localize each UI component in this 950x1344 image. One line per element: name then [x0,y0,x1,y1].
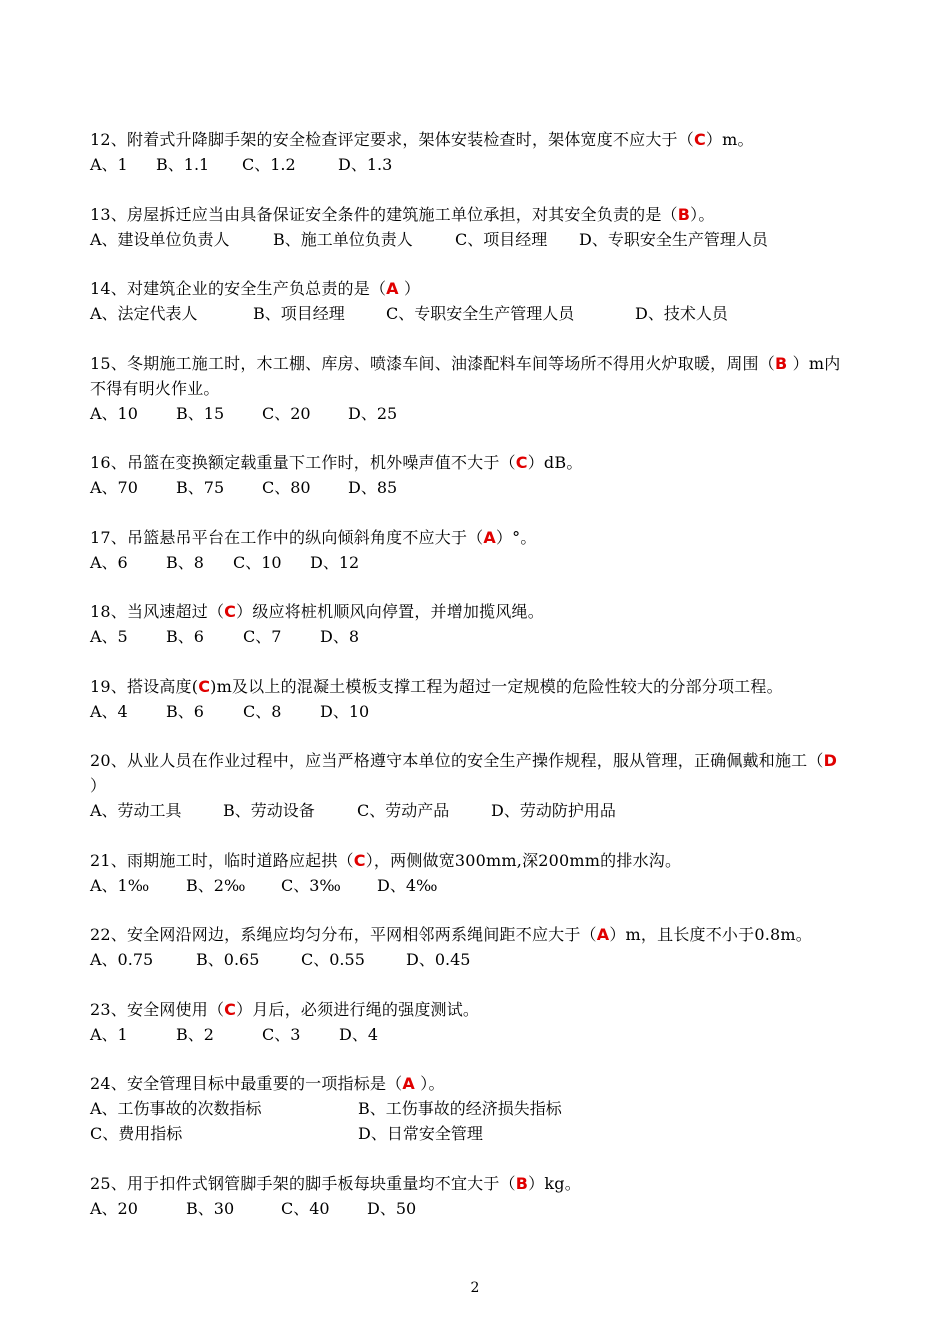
options-row [90,401,850,426]
question-text: 22、安全网沿网边，系绳应均匀分布，平网相邻两系绳间距不应大于（A）m，且长度不小于0.8m。 [90,925,812,944]
question-24 [90,1071,850,1146]
options-row [90,798,850,823]
options-row [90,699,850,724]
option-b: B、2‰ [186,875,246,895]
answer-mark: B [515,1173,529,1193]
option-d: D、10 [320,701,370,721]
options-row [90,301,850,326]
options-row [90,873,850,898]
answer-mark: A [483,527,496,547]
question-text: 13、房屋拆迁应当由具备保证安全条件的建筑施工单位承担，对其安全负责的是（B）。 [90,204,715,224]
question-18 [90,599,850,649]
options-row [90,227,850,252]
option-d: D、专职安全生产管理人员 [579,229,768,249]
option-b: B、项目经理 [253,304,345,323]
option-b: B、施工单位负责人 [273,229,413,249]
option-b: B、15 [176,403,225,423]
question-text: 21、雨期施工时，临时道路应起拱（C），两侧做宽300mm,深200mm的排水沟。 [90,850,682,870]
option-d: D、50 [367,1198,417,1218]
option-a: A、工伤事故的次数指标 [90,1099,262,1118]
option-c: C、7 [243,627,282,646]
option-a: A、10 [90,403,138,423]
answer-mark: C [198,676,211,696]
option-b: B、6 [166,627,204,646]
option-c: C、20 [262,403,311,423]
option-a: A、劳动工具 [90,801,182,820]
option-d: D、85 [348,478,398,497]
option-a: A、0.75 [90,950,154,969]
option-d: D、25 [348,403,398,423]
option-a: A、20 [90,1198,138,1218]
option-b: B、2 [176,1024,214,1044]
question-21 [90,848,850,898]
option-a: A、1‰ [90,875,150,895]
question-text: 18、当风速超过（C）级应将桩机顺风向停置，并增加揽风绳。 [90,602,544,621]
question-20 [90,748,850,823]
answer-mark: C [693,130,706,149]
options-row [90,475,850,500]
question-14 [90,276,850,326]
options-row [90,947,850,972]
question-text: 24、安全管理目标中最重要的一项指标是（A ）。 [90,1074,445,1093]
answer-mark: C [224,999,237,1019]
option-a: A、1 [90,1024,128,1044]
answer-mark: B [677,204,691,224]
question-text: 19、搭设高度(C)m及以上的混凝土模板支撑工程为超过一定规模的危险性较大的分部分项工程。 [90,676,783,696]
answer-mark: C [515,453,528,472]
question-16 [90,450,850,500]
option-d: D、4‰ [377,875,438,895]
option-d: D、技术人员 [635,304,728,323]
option-c: C、1.2 [242,155,296,174]
option-c: C、劳动产品 [357,801,450,820]
options-row [90,1022,850,1047]
question-15 [90,351,850,426]
answer-mark: C [224,602,237,621]
answer-mark: C [353,850,366,870]
answer-mark: D [823,751,838,770]
option-c: C、80 [262,478,311,497]
answer-mark: A [402,1074,415,1093]
option-b: B、1.1 [156,155,210,174]
option-c: C、项目经理 [455,229,548,249]
option-b: B、75 [176,478,225,497]
option-b: B、8 [166,552,204,572]
option-c: C、0.55 [301,950,365,969]
option-b: B、6 [166,701,204,721]
option-d: D、日常安全管理 [358,1124,483,1143]
option-b: B、劳动设备 [223,801,315,820]
option-a: A、70 [90,478,138,497]
question-text: 17、吊篮悬吊平台在工作中的纵向倾斜角度不应大于（A）°。 [90,527,537,547]
option-c: C、费用指标 [90,1124,183,1143]
options-row [90,624,850,649]
question-text: 16、吊篮在变换额定载重量下工作时，机外噪声值不大于（C）dB。 [90,453,583,472]
question-17 [90,525,850,575]
question-13 [90,202,850,252]
option-c: C、40 [281,1198,330,1218]
page-number: 2 [470,1280,480,1296]
option-c: C、专职安全生产管理人员 [386,304,575,323]
option-a: A、建设单位负责人 [90,229,230,249]
options-row [90,1196,850,1221]
option-c: C、10 [233,552,282,572]
option-a: A、法定代表人 [90,304,198,323]
options-row [90,152,850,177]
question-text: 20、从业人员在作业过程中，应当严格遵守本单位的安全生产操作规程，服从管理，正确佩戴和施工（D ） [90,751,843,795]
question-19 [90,674,850,724]
options-grid [90,1096,850,1146]
question-22 [90,922,850,972]
option-d: D、12 [310,552,360,572]
option-d: D、0.45 [406,950,471,969]
option-c: C、3‰ [281,875,341,895]
answer-mark: A [386,279,399,298]
options-row [90,550,850,575]
option-a: A、6 [90,552,128,572]
option-d: D、8 [320,627,360,646]
question-23 [90,997,850,1047]
question-25 [90,1171,850,1221]
option-d: D、1.3 [338,155,393,174]
option-b: B、0.65 [196,950,260,969]
option-c: C、8 [243,701,282,721]
answer-mark: B [774,353,788,373]
question-text: 23、安全网使用（C）月后，必须进行绳的强度测试。 [90,999,480,1019]
option-d: D、4 [339,1024,379,1044]
question-12 [90,127,850,177]
answer-mark: A [596,925,610,944]
question-text: 14、对建筑企业的安全生产负总责的是（A ） [90,279,421,298]
option-a: A、5 [90,627,128,646]
option-b: B、30 [186,1198,235,1218]
question-text: 25、用于扣件式钢管脚手架的脚手板每块重量均不宜大于（B）kg。 [90,1173,581,1193]
option-a: A、1 [90,155,128,174]
question-text: 12、附着式升降脚手架的安全检查评定要求，架体安装检查时，架体宽度不应大于（C）m。 [90,130,754,149]
option-c: C、3 [262,1024,301,1044]
option-a: A、4 [90,701,128,721]
document-page [90,127,850,1245]
option-d: D、劳动防护用品 [491,801,616,820]
option-b: B、工伤事故的经济损失指标 [358,1099,562,1118]
question-text: 15、冬期施工施工时，木工棚、库房、喷漆车间、油漆配料车间等场所不得用火炉取暖，周围（B ）m内不得有明火作业。 [90,353,841,398]
